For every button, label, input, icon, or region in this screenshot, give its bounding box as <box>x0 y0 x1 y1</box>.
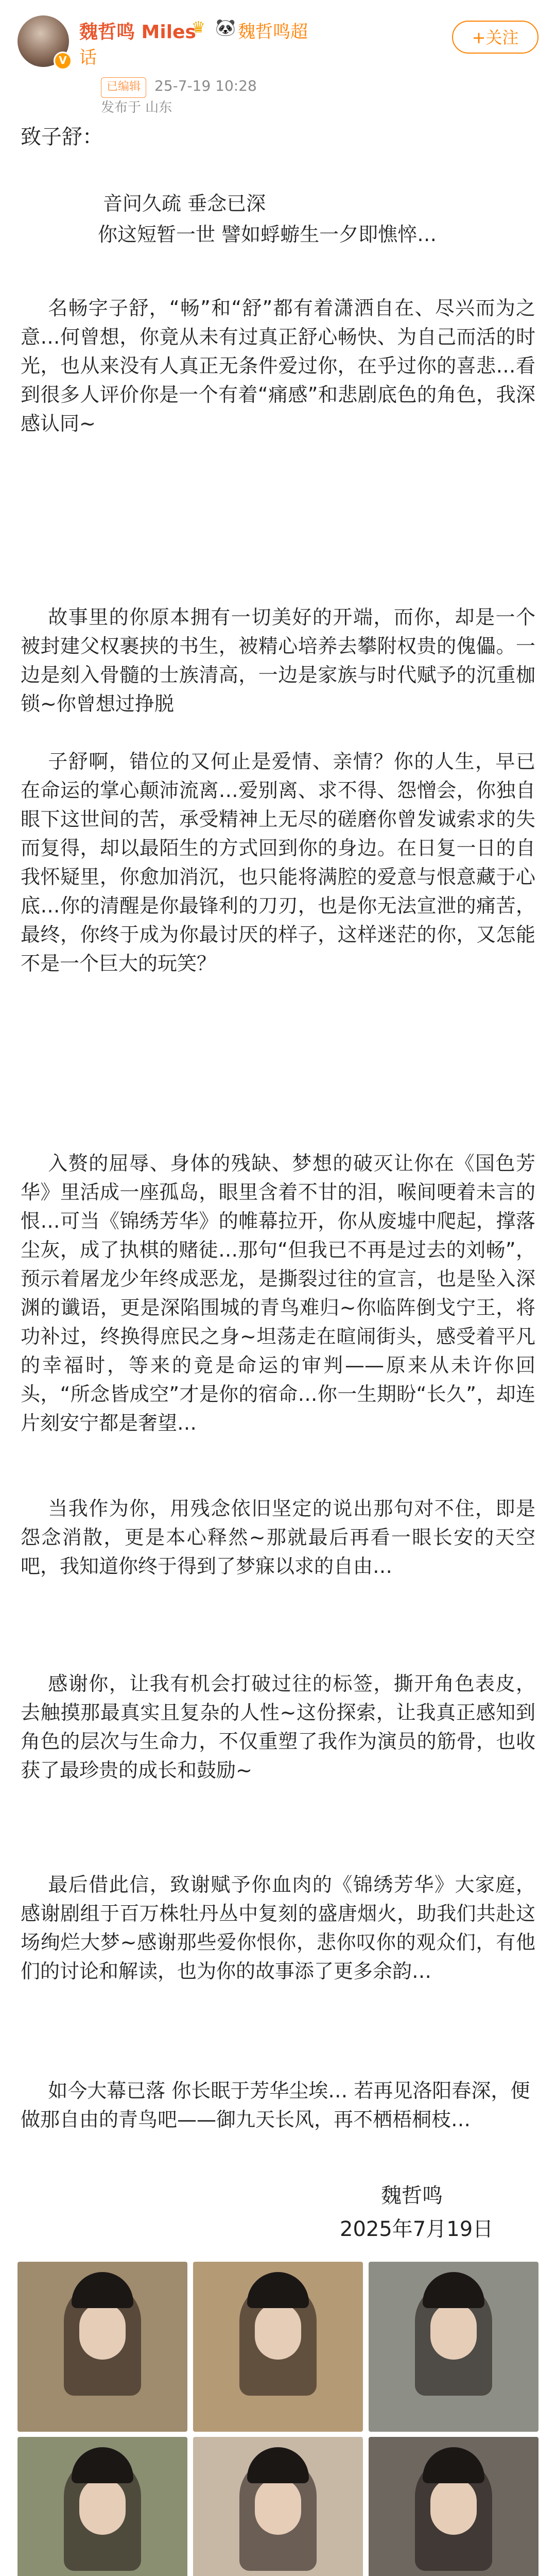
edited-badge: 已编辑 <box>101 77 146 98</box>
photo-grid <box>18 2262 538 2576</box>
post-time: 25-7-19 10:28 <box>154 77 257 94</box>
letter-greeting: 致子舒： <box>21 125 103 149</box>
photo-3[interactable] <box>369 2262 538 2432</box>
paragraph-7: 最后借此信，致谢赋予你血肉的《锦绣芳华》大家庭，感谢剧组于百万株牡丹丛中复刻的盛唐烟火，助我们共赴这场绚烂大梦~感谢那些爱你恨你，悲你叹你的观众们，有他们的讨论和解读，也为你的故事添了更多余韵… <box>21 1873 535 1982</box>
letter-date: 2025年7月19日 <box>340 2217 494 2241</box>
person-face <box>79 2303 126 2360</box>
person-face <box>430 2478 477 2535</box>
paragraph-2: 故事里的你原本拥有一切美好的开端，而你，却是一个被封建父权裹挟的书生，被精心培养去攀附权贵的傀儡。一边是刻入骨髓的士族清高，一边是家族与时代赋予的沉重枷锁~你曾想过挣脱 <box>21 606 535 715</box>
vip-crown-icon: ♛ <box>192 19 205 37</box>
person-face <box>255 2478 301 2535</box>
futou-hat-icon <box>247 2447 309 2483</box>
post-header <box>0 0 556 115</box>
person-face <box>255 2303 301 2360</box>
futou-hat-icon <box>72 2272 133 2308</box>
paragraph-3: 子舒啊，错位的又何止是爱情、亲情？你的人生，早已在命运的掌心颠沛流离…爱别离、求不得、怨憎会，你独自眼下这世间的苦，承受精神上无尽的磋磨你曾发诚索求的失而复得，却以最陌生的方式回到你的身边。在日复一日的自我怀疑里，你愈加消沉，也只能将满腔的爱意与恨意藏于心底…你的清醒是你最锋利的刀刃，也是你无法宣泄的痛苦，最终，你终于成为你最讨厌的样子，这样迷茫的你，又怎能不是一个巨大的玩笑？ <box>21 750 535 975</box>
futou-hat-icon <box>247 2272 309 2308</box>
person-face <box>79 2478 126 2535</box>
follow-button[interactable]: +关注 <box>452 21 538 54</box>
paragraph-1: 名畅字子舒，“畅”和“舒”都有着潇洒自在、尽兴而为之意…何曾想，你竟从未有过真正舒心畅快、为自己而活的时光，也从来没有人真正无条件爱过你，在乎过你的喜悲…看到很多人评价你是一个有着“痛感”和悲剧底色的角色，我深感认同~ <box>21 297 535 435</box>
letter-closing: 如今大幕已落 你长眠于芳华尘埃… 若再见洛阳春深，便做那自由的青鸟吧——御九天长风，再不栖梧桐枝… <box>21 2079 530 2131</box>
photo-1[interactable] <box>18 2262 187 2432</box>
photo-6[interactable] <box>369 2437 538 2576</box>
poem-line-2: 你这短暂一世 譬如蜉蝣生一夕即憔悴… <box>98 223 437 246</box>
person-face <box>430 2303 477 2360</box>
photo-4[interactable] <box>18 2437 187 2576</box>
super-talk-link-cont[interactable]: 话 <box>79 47 97 68</box>
photo-5[interactable] <box>193 2437 363 2576</box>
futou-hat-icon <box>423 2272 484 2308</box>
verified-badge-icon: V <box>54 52 72 70</box>
author-name[interactable]: 魏哲鸣 Miles <box>79 22 196 43</box>
paragraph-5: 当我作为你，用残念依旧坚定的说出那句对不住，即是怨念消散，更是本心释然~那就最后再看一眼长安的天空吧，我知道你终于得到了梦寐以求的自由… <box>21 1497 535 1578</box>
super-talk-link[interactable]: 魏哲鸣超 <box>238 22 308 42</box>
photo-2[interactable] <box>193 2262 363 2432</box>
poem-line-1: 音问久疏 垂念已深 <box>103 192 266 215</box>
futou-hat-icon <box>423 2447 484 2483</box>
letter-signature: 魏哲鸣 <box>381 2184 443 2208</box>
paragraph-4: 入赘的屈辱、身体的残缺、梦想的破灭让你在《国色芳华》里活成一座孤岛，眼里含着不甘的泪，喉间哽着未言的恨…可当《锦绣芳华》的帷幕拉开，你从废墟中爬起，撑落尘灰，成了执棋的赌徒…那句“但我已不再是过去的刘畅”，预示着屠龙少年终成恶龙，是撕裂过往的宣言，也是坠入深渊的谶语，更是深陷围城的青鸟难归~你临阵倒戈宁王，将功补过，终换得庶民之身~坦荡走在暄闹街头，感受着平凡的幸福时，等来的竟是命运的审判——原来从未许你回头，“所念皆成空”才是你的宿命…你一生期盼“长久”，却连片刻安宁都是奢望… <box>21 1152 535 1434</box>
post-location: 发布于 山东 <box>101 100 172 115</box>
paragraph-6: 感谢你，让我有机会打破过往的标签，撕开角色表皮，去触摸那最真实且复杂的人性~这份探索，让我真正感知到角色的层次与生命力，不仅重塑了我作为演员的筋骨，也收获了最珍贵的成长和鼓励~ <box>21 1672 535 1782</box>
futou-hat-icon <box>72 2447 133 2483</box>
panda-badge-icon: 🐼 <box>215 18 236 37</box>
